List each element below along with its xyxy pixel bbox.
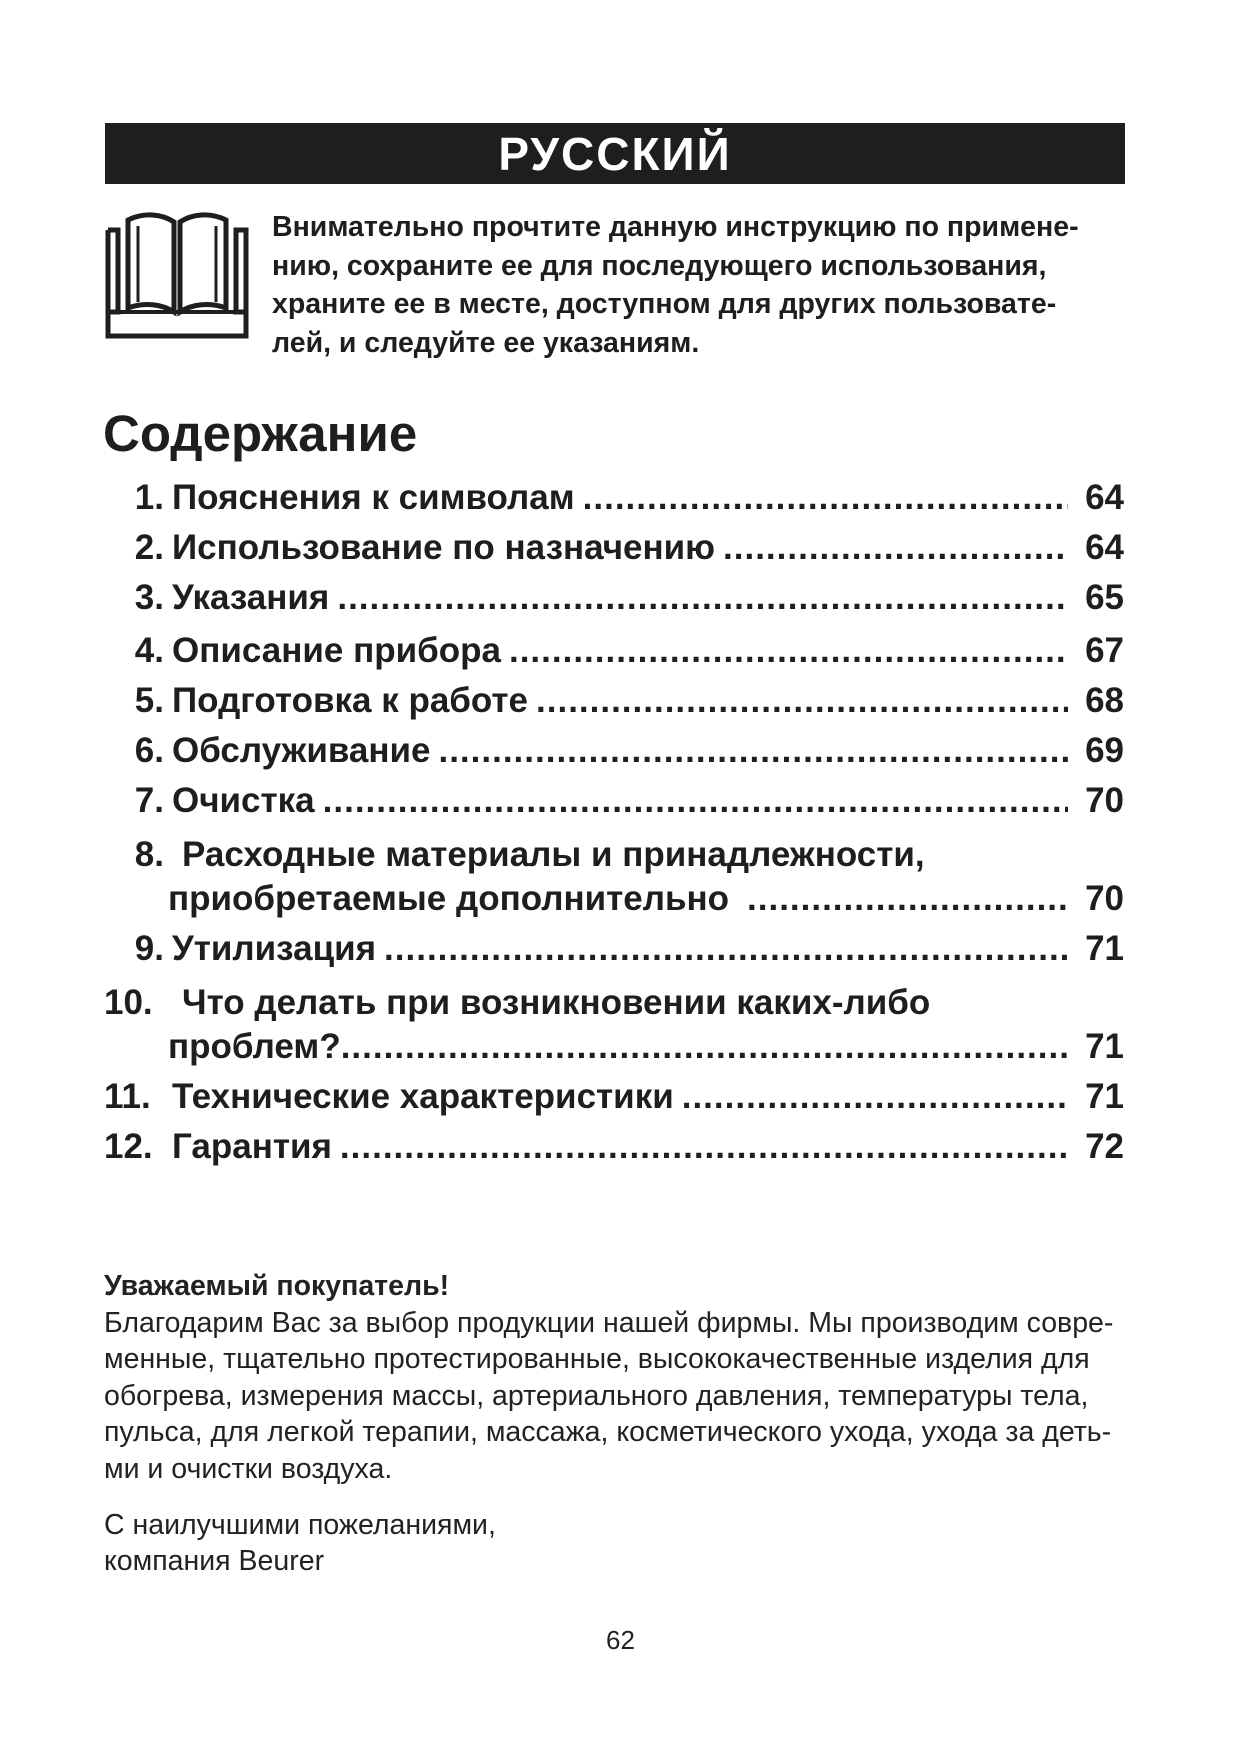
toc-number: 8. — [134, 835, 164, 874]
toc-page: 64 — [1085, 528, 1124, 567]
toc-number: 10. — [104, 983, 153, 1022]
toc-text: Технические характеристики — [172, 1077, 674, 1116]
greeting-line: Благодарим Вас за выбор продукции нашей фирмы. Мы производим совре- — [104, 1306, 1114, 1339]
toc-text: приобретаемые дополнительно — [168, 879, 730, 918]
notice-line: Внимательно прочтите данную инструкцию по примене- — [272, 211, 1079, 243]
signoff-line: С наилучшими пожеланиями, — [104, 1509, 496, 1541]
toc-page: 67 — [1085, 631, 1124, 670]
toc-text: Описание прибора — [172, 631, 501, 670]
toc-title: Содержание — [103, 405, 418, 462]
toc-text: Пояснения к символам — [172, 478, 575, 517]
toc-leader — [747, 879, 1068, 919]
toc-page: 64 — [1085, 478, 1124, 517]
toc-item-7[interactable] — [104, 781, 1124, 825]
toc-number: 3. — [134, 578, 164, 617]
greeting-line: менные, тщательно протестированные, высококачественные изделия для — [104, 1343, 1090, 1375]
toc-text: Утилизация — [172, 929, 377, 968]
toc-number: 4. — [134, 631, 164, 670]
toc-item-11[interactable] — [104, 1077, 1124, 1121]
toc-item-10-continued[interactable] — [104, 1027, 1124, 1071]
notice-line: нию, сохраните ее для последующего использования, — [272, 249, 1047, 282]
toc-text: Расходные материалы и принадлежности, — [182, 835, 925, 874]
toc-item-4[interactable] — [104, 631, 1124, 675]
toc-item-6[interactable] — [104, 731, 1124, 775]
toc-item-1[interactable] — [104, 478, 1124, 522]
toc-item-5[interactable] — [104, 681, 1124, 725]
toc-text: Очистка — [172, 781, 315, 820]
toc-text: Использование по назначению — [172, 528, 716, 567]
toc-page: 68 — [1085, 681, 1124, 720]
toc-number: 11. — [104, 1077, 151, 1116]
toc-leader — [337, 578, 1068, 618]
toc-number: 2. — [134, 528, 164, 567]
toc-page: 71 — [1085, 929, 1124, 968]
toc-leader — [682, 1077, 1068, 1117]
toc-item-3[interactable] — [104, 578, 1124, 622]
toc-number: 9. — [134, 929, 164, 968]
toc-number: 1. — [134, 478, 164, 517]
toc-page: 72 — [1085, 1127, 1124, 1166]
toc-leader — [341, 1027, 1068, 1067]
instruction-notice — [272, 208, 1132, 362]
toc-text: Что делать при возникновении каких-либо — [182, 983, 931, 1022]
toc-item-8-continued[interactable] — [104, 879, 1124, 923]
toc-leader — [384, 929, 1068, 969]
notice-line: лей, и следуйте ее указаниям. — [272, 326, 700, 359]
toc-leader — [323, 781, 1068, 821]
toc-number: 5. — [134, 681, 164, 720]
toc-leader — [509, 631, 1068, 671]
greeting-heading: Уважаемый покупатель! — [104, 1270, 450, 1302]
page-number: 62 — [606, 1625, 635, 1655]
toc-leader — [583, 478, 1068, 518]
toc-text: проблем? — [168, 1027, 341, 1066]
toc-page: 70 — [1085, 879, 1124, 918]
toc-leader — [723, 528, 1068, 568]
notice-line: храните ее в месте, доступном для других пользовате- — [272, 288, 1057, 320]
toc-leader — [340, 1127, 1068, 1167]
toc-text: Подготовка к работе — [172, 681, 529, 720]
toc-page: 69 — [1085, 731, 1124, 770]
toc-page: 70 — [1085, 781, 1124, 820]
toc-page: 71 — [1085, 1077, 1124, 1116]
toc-item-9[interactable] — [104, 929, 1124, 973]
table-of-contents — [104, 478, 1124, 1171]
greeting-line: ми и очистки воздуха. — [104, 1452, 393, 1485]
toc-page: 71 — [1085, 1027, 1124, 1066]
greeting-line: обогрева, измерения массы, артериального давления, температуры тела, — [104, 1379, 1089, 1412]
toc-leader — [438, 731, 1068, 771]
toc-item-12[interactable] — [104, 1127, 1124, 1171]
toc-text: Указания — [172, 578, 330, 617]
toc-item-8[interactable] — [104, 835, 1124, 879]
open-book-icon — [104, 210, 250, 340]
toc-leader — [536, 681, 1068, 721]
signoff — [104, 1507, 496, 1579]
signoff-line: компания Beurer — [104, 1545, 325, 1577]
language-banner: РУССКИЙ — [105, 123, 1125, 184]
toc-number: 7. — [134, 781, 164, 820]
toc-number: 6. — [134, 731, 164, 770]
toc-page: 65 — [1085, 578, 1124, 617]
greeting-line: пульса, для легкой терапии, массажа, косметического ухода, ухода за деть- — [104, 1416, 1112, 1448]
toc-text: Обслуживание — [172, 731, 431, 770]
toc-item-2[interactable] — [104, 528, 1124, 572]
customer-greeting — [104, 1268, 1134, 1487]
toc-item-10[interactable] — [104, 983, 1124, 1027]
toc-number: 12. — [104, 1127, 153, 1166]
toc-text: Гарантия — [172, 1127, 332, 1166]
